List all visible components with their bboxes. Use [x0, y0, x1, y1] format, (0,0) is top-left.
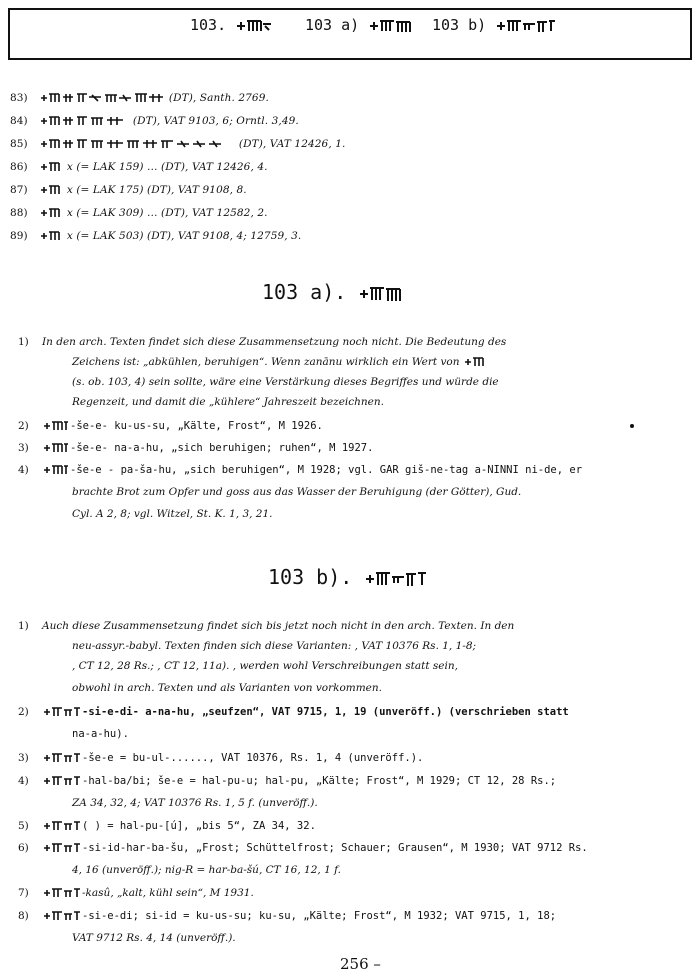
header-item-103b — [432, 16, 557, 34]
header-item-103 — [190, 16, 273, 34]
paragraph-text: -si-id-har-ba-šu, „Frost; Schüttelfrost; Schauer; Grausen“, M 1930; VAT 9712 Rs. — [82, 842, 588, 854]
paragraph-line — [72, 728, 129, 740]
paragraph-text: -si-e-di; si-id = ku-us-su; ku-su, „Kälte; Frost“, M 1932; VAT 9715, 1, 18; — [82, 910, 557, 922]
paragraph-line-text: na-a-hu). — [72, 728, 129, 740]
list-item-number: 87) — [10, 184, 28, 196]
list-item-number: 84) — [10, 115, 28, 127]
paragraph-b4 — [18, 775, 557, 787]
list-item — [10, 138, 345, 150]
cuneiform-sign-icon — [39, 161, 63, 173]
list-item-text: (DT), Santh. 2769. — [168, 92, 269, 104]
cuneiform-sign-icon — [463, 356, 487, 368]
paragraph-number: 2) — [18, 706, 29, 718]
ink-dot — [630, 424, 634, 428]
paragraph-line — [72, 396, 384, 408]
list-item-number: 85) — [10, 138, 28, 150]
cuneiform-sign-icon — [368, 18, 412, 34]
list-item-text: x (= LAK 159) … (DT), VAT 12426, 4. — [66, 161, 268, 173]
cuneiform-sign-icon — [42, 775, 82, 787]
paragraph-line-text: (s. ob. 103, 4) sein sollte, wäre eine Verstärkung dieses Begriffes und würde die — [72, 376, 499, 388]
paragraph-b1 — [18, 620, 515, 632]
paragraph-b7 — [18, 887, 254, 899]
paragraph-line — [72, 486, 521, 498]
paragraph-text: -si-e-di- a-na-hu, „seufzen“, VAT 9715, 1, 19 (unveröff.) (verschrieben statt — [82, 706, 569, 718]
paragraph-line — [72, 356, 487, 368]
list-item — [10, 184, 247, 196]
section-title-text: 103 a). — [262, 280, 347, 304]
list-item-text: x (= LAK 503) (DT), VAT 9108, 4; 12759, 3. — [66, 230, 302, 242]
paragraph-number: 2) — [18, 420, 29, 432]
paragraph-number: 1) — [18, 336, 29, 348]
paragraph-text: -še-e- na-a-hu, „sich beruhigen; ruhen“, M 1927. — [70, 442, 374, 454]
list-item — [10, 161, 268, 173]
section-title-103b — [268, 565, 428, 589]
paragraph-line-text: brachte Brot zum Opfer und goss aus das Wasser der Beruhigung (der Götter), Gud. — [72, 486, 522, 498]
list-item — [10, 92, 269, 104]
paragraph-number: 3) — [18, 442, 29, 454]
paragraph-b3 — [18, 752, 424, 764]
paragraph-text: -še-e = bu-ul-......, VAT 10376, Rs. 1, 4 (unveröff.). — [82, 752, 424, 764]
paragraph-line — [72, 932, 236, 944]
list-item-text: (DT), VAT 9103, 6; Orntl. 3,49. — [132, 115, 299, 127]
header-label-103b: 103 b) — [432, 16, 487, 34]
list-item-number: 89) — [10, 230, 28, 242]
paragraph-text: -še-e- ku-us-su, „Kälte, Frost“, M 1926. — [70, 420, 323, 432]
list-item-text: x (= LAK 175) (DT), VAT 9108, 8. — [66, 184, 247, 196]
paragraph-line-text: obwohl in arch. Texten und als Varianten von vorkommen. — [72, 682, 383, 694]
paragraph-line-text: ZA 34, 32, 4; VAT 10376 Rs. 1, 5 f. (unveröff.). — [72, 797, 318, 809]
paragraph-line-text: Zeichens ist: „abkühlen, beruhigen“. Wenn zanānu wirklich ein Wert von — [72, 356, 460, 368]
list-item — [10, 230, 301, 242]
header-label-103a: 103 a) — [305, 16, 360, 34]
paragraph-a4 — [18, 464, 583, 476]
cuneiform-sign-icon — [42, 842, 82, 854]
paragraph-line-text: , CT 12, 28 Rs.; , CT 12, 11a). , werden wohl Verschreibungen statt sein, — [72, 660, 458, 672]
paragraph-number: 4) — [18, 775, 29, 787]
cuneiform-sign-icon — [42, 442, 70, 454]
paragraph-line-text: neu-assyr.-babyl. Texten finden sich diese Varianten: , VAT 10376 Rs. 1, 1-8; — [72, 640, 477, 652]
cuneiform-sign-icon — [39, 230, 63, 242]
paragraph-text: ( ) = hal-pu-[ú], „bis 5“, ZA 34, 32. — [82, 820, 316, 832]
list-item-number: 83) — [10, 92, 28, 104]
paragraph-number: 7) — [18, 887, 29, 899]
paragraph-text: -še-e - pa-ša-hu, „sich beruhigen“, M 1928; vgl. GAR giš-ne-tag a-NINNI ni-de, er — [70, 464, 583, 476]
list-item-text: x (= LAK 309) … (DT), VAT 12582, 2. — [66, 207, 268, 219]
list-item — [10, 115, 299, 127]
paragraph-line — [72, 660, 458, 672]
cuneiform-sign-icon — [39, 207, 63, 219]
paragraph-number: 3) — [18, 752, 29, 764]
paragraph-b6 — [18, 842, 588, 854]
list-item-text: (DT), VAT 12426, 1. — [238, 138, 346, 150]
paragraph-number: 4) — [18, 464, 29, 476]
paragraph-line — [72, 682, 382, 694]
cuneiform-sequence-icon — [39, 115, 129, 127]
list-item — [10, 207, 268, 219]
paragraph-line: In den arch. Texten findet sich diese Zusammensetzung noch nicht. Die Bedeutung des — [42, 336, 507, 348]
paragraph-line — [72, 797, 318, 809]
cuneiform-sign-icon — [42, 420, 70, 432]
paragraph-line: Auch diese Zusammensetzung findet sich bis jetzt noch nicht in den arch. Texten. In den — [42, 620, 515, 632]
header-item-103a — [305, 16, 412, 34]
paragraph-number: 8) — [18, 910, 29, 922]
cuneiform-sign-icon — [235, 18, 273, 34]
paragraph-line-text: Regenzeit, und damit die „kühlere“ Jahreszeit bezeichnen. — [72, 396, 384, 408]
page-number: 256 – — [340, 955, 381, 973]
paragraph-line — [72, 376, 499, 388]
cuneiform-sign-icon — [42, 706, 82, 718]
cuneiform-sign-icon — [42, 464, 70, 476]
cuneiform-sequence-icon — [39, 92, 165, 104]
paragraph-number: 6) — [18, 842, 29, 854]
paragraph-b8 — [18, 910, 557, 922]
cuneiform-sequence-icon — [39, 138, 235, 150]
paragraph-text: -hal-ba/bi; še-e = hal-pu-u; hal-pu, „Kälte; Frost“, M 1929; CT 12, 28 Rs.; — [82, 775, 557, 787]
paragraph-line-text: VAT 9712 Rs. 4, 14 (unveröff.). — [72, 932, 236, 944]
cuneiform-sign-icon — [42, 910, 82, 922]
paragraph-line — [72, 640, 476, 652]
header-label-103: 103. — [190, 16, 227, 34]
section-title-text: 103 b). — [268, 565, 353, 589]
paragraph-text: -kasû, „kalt, kühl sein“, M 1931. — [82, 887, 254, 899]
paragraph-a2 — [18, 420, 323, 432]
cuneiform-sign-icon — [358, 285, 402, 303]
paragraph-a3 — [18, 442, 374, 454]
cuneiform-sign-icon — [495, 18, 557, 34]
paragraph-line-text: 4, 16 (unveröff.); nig-R = har-ba-šú, CT 16, 12, 1 f. — [72, 864, 341, 876]
cuneiform-sign-icon — [42, 820, 82, 832]
paragraph-line — [72, 864, 341, 876]
cuneiform-sign-icon — [364, 570, 428, 588]
list-item-number: 88) — [10, 207, 28, 219]
list-item-number: 86) — [10, 161, 28, 173]
paragraph-number: 5) — [18, 820, 29, 832]
cuneiform-sign-icon — [42, 887, 82, 899]
cuneiform-sign-icon — [42, 752, 82, 764]
section-title-103a — [262, 280, 402, 304]
paragraph-line — [72, 508, 273, 520]
paragraph-number: 1) — [18, 620, 29, 632]
paragraph-b2 — [18, 706, 569, 718]
paragraph-line-text: Cyl. A 2, 8; vgl. Witzel, St. K. 1, 3, 21. — [72, 508, 273, 520]
cuneiform-sign-icon — [39, 184, 63, 196]
paragraph-a1 — [18, 336, 507, 348]
paragraph-b5 — [18, 820, 316, 832]
